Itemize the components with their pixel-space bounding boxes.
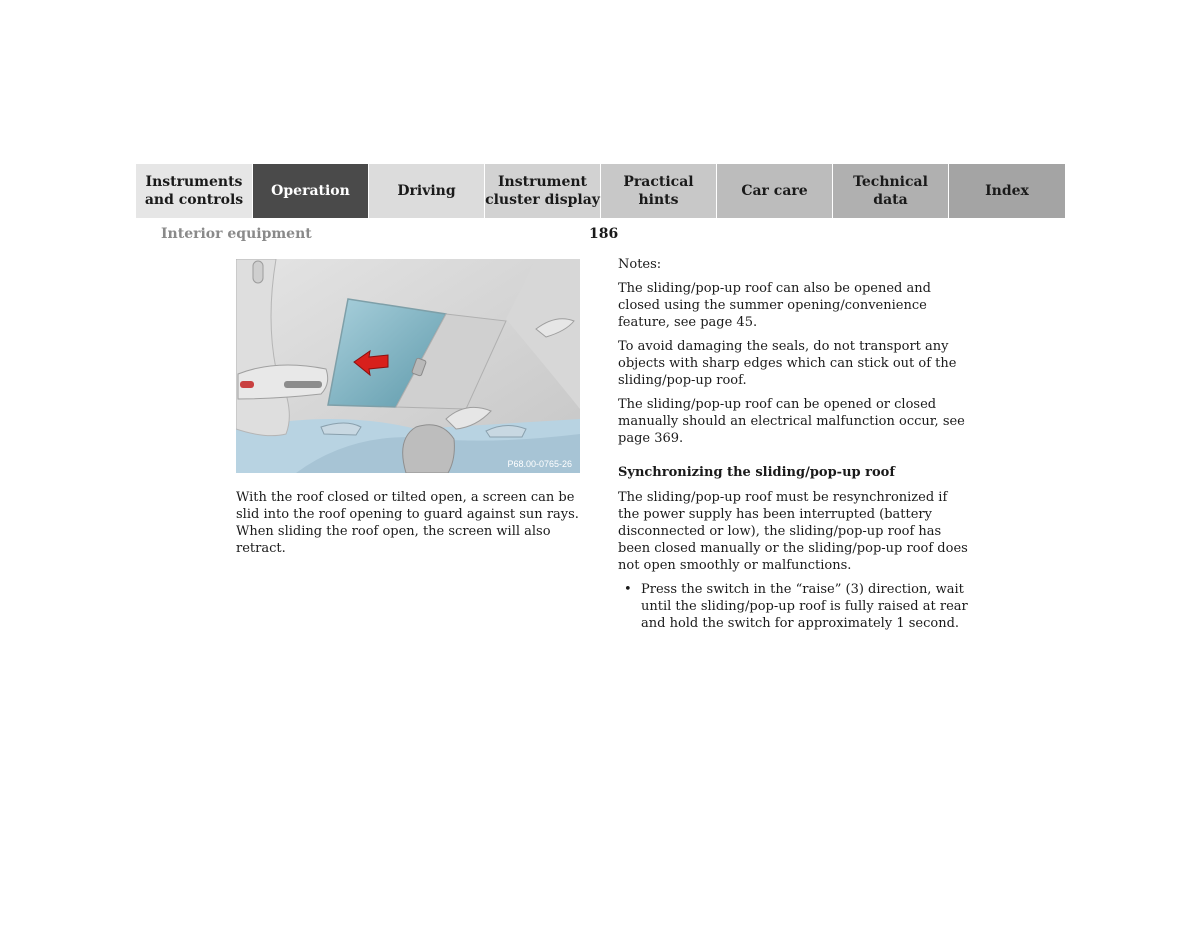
tab-index[interactable]: Index <box>949 164 1065 218</box>
section-title: Interior equipment <box>161 226 312 242</box>
tab-operation[interactable]: Operation <box>253 164 369 218</box>
figure-code: P68.00-0765-26 <box>507 459 572 469</box>
sync-body: The sliding/pop-up roof must be resynchronized if the power supply has been interrupted (battery disconnected or low), the sliding/pop-up roof has been closed manually or the sliding/pop-up roof does not open smoothly or malfunctions. <box>618 490 968 573</box>
sync-heading: Synchronizing the sliding/pop-up roof <box>618 465 895 480</box>
notes-heading: Notes: <box>618 257 662 272</box>
tab-instruments-and-controls[interactable]: Instruments and controls <box>136 164 253 218</box>
figure-caption: With the roof closed or tilted open, a screen can be slid into the roof opening to guard against sun rays. When sliding the roof open, the screen will also retract. <box>236 490 579 556</box>
note-paragraph: The sliding/pop-up roof can be opened or closed manually should an electrical malfunction occur, see page 369. <box>618 397 965 446</box>
notes-column <box>618 256 968 632</box>
tab-technical-data[interactable]: Technical data <box>833 164 949 218</box>
bullet-dot: • <box>624 582 632 597</box>
note-paragraph: The sliding/pop-up roof can also be opened and closed using the summer opening/convenience feature, see page 45. <box>618 281 931 330</box>
tab-car-care[interactable]: Car care <box>717 164 833 218</box>
chapter-tabs <box>136 164 1065 218</box>
page-number: 186 <box>589 226 619 242</box>
sync-bullet <box>618 581 968 632</box>
tab-instrument-cluster-display[interactable]: Instrument cluster display <box>485 164 601 218</box>
tab-practical-hints[interactable]: Practical hints <box>601 164 717 218</box>
sunroof-illustration <box>236 259 580 473</box>
note-paragraph: To avoid damaging the seals, do not transport any objects with sharp edges which can stick out of the sliding/pop-up roof. <box>618 339 957 388</box>
bullet-text: Press the switch in the “raise” (3) direction, wait until the sliding/pop-up roof is fully raised at rear and hold the switch for approximately 1 second. <box>641 582 968 631</box>
tab-driving[interactable]: Driving <box>369 164 485 218</box>
